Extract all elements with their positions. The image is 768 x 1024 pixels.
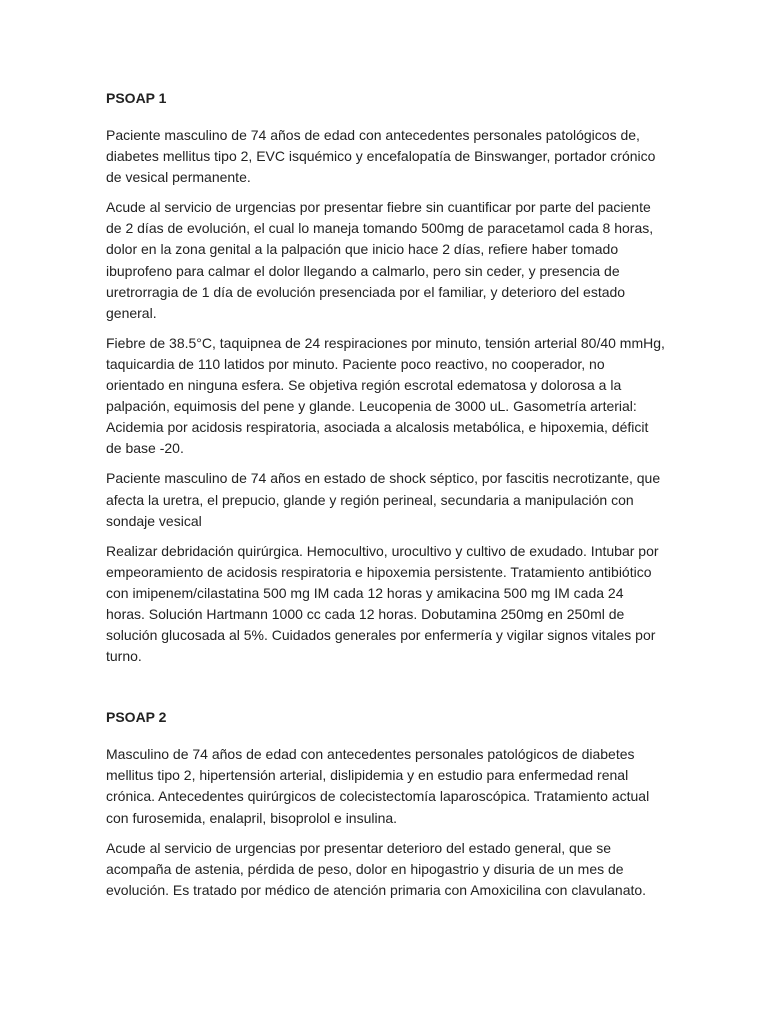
paragraph: Acude al servicio de urgencias por presentar fiebre sin cuantificar por parte del paciente de 2 días de evolución, el cual lo maneja tomando 500mg de paracetamol cada 8 horas, dolor en la zona genital a la palpación que inicio hace 2 días, refiere haber tomado ibuprofeno para calmar el dolor llegando a calmarlo, pero sin ceder, y presencia de uretrorragia de 1 día de evolución presenciada por el familiar, y deterioro del estado general. [106, 199, 654, 321]
section-title-psoap-1: PSOAP 1 [106, 90, 167, 106]
section-spacer [106, 676, 666, 707]
paragraph: Realizar debridación quirúrgica. Hemocultivo, urocultivo y cultivo de exudado. Intubar por empeoramiento de acidosis respiratoria e hipoxemia persistente. Tratamiento antibiótico con imipenem/cilastatina 500 mg IM cada 12 horas y amikacina 500 mg IM cada 24 horas. Solución Hartmann 1000 cc cada 12 horas. Dobutamina 250mg en 250ml de solución glucosada al 5%. Cuidados generales por enfermería y vigilar signos vitales por turno. [106, 542, 659, 665]
section-title-psoap-2: PSOAP 2 [106, 709, 167, 726]
document-page [106, 88, 666, 910]
paragraph: Fiebre de 38.5°C, taquipnea de 24 respiraciones por minuto, tensión arterial 80/40 mmHg, taquicardia de 110 latidos por minuto. Paciente poco reactivo, no cooperador, no orientado en ninguna esfera. Se objetiva región escrotal edematosa y dolorosa a la palpación, equimosis del pene y glande. Leucopenia de 3000 uL. Gasometría arterial: Acidemia por acidosis respiratoria, asociada a alcalosis metabólica, e hipoxemia, déficit de base -20. [106, 334, 665, 457]
paragraph: Paciente masculino de 74 años de edad con antecedentes personales patológicos de, diabetes mellitus tipo 2, EVC isquémico y encefalopatía de Binswanger, portador crónico de vesical permanente. [106, 127, 656, 186]
paragraph: Paciente masculino de 74 años en estado de shock séptico, por fascitis necrotizante, que afecta la uretra, el prepucio, glande y región perineal, secundaria a manipulación con sondaje vesical [106, 470, 661, 529]
paragraph: Masculino de 74 años de edad con antecedentes personales patológicos de diabetes mellitus tipo 2, hipertensión arterial, dislipidemia y en estudio para enfermedad renal crónica. Antecedentes quirúrgicos de colecistectomía laparoscópica. Tratamiento actual con furosemida, enalapril, bisoprolol e insulina. [106, 746, 650, 826]
paragraph: Acude al servicio de urgencias por presentar deterioro del estado general, que se acompaña de astenia, pérdida de peso, dolor en hipogastrio y disuria de un mes de evolución. Es tratado por médico de atención primaria con Amoxicilina con clavulanato. [106, 839, 647, 898]
